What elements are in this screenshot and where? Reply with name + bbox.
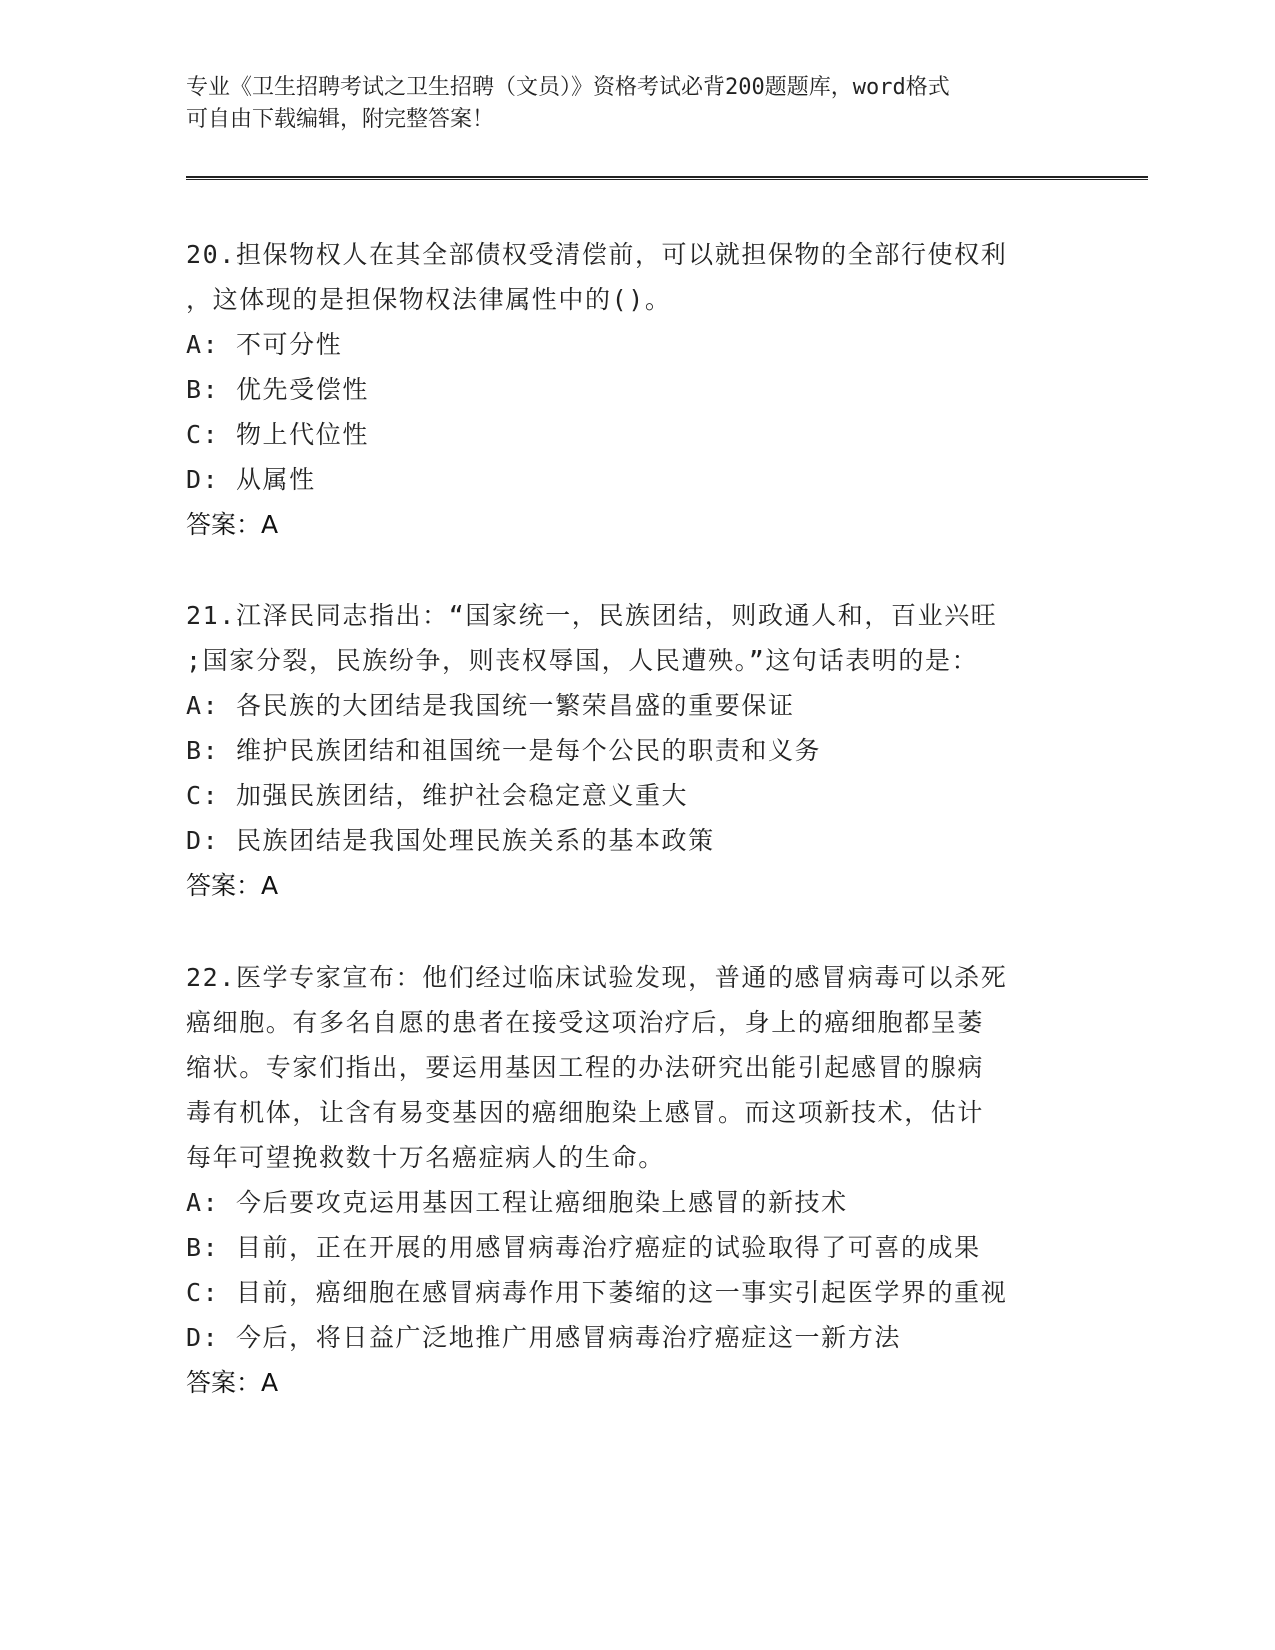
- question-text-line: 20.担保物权人在其全部债权受清偿前，可以就担保物的全部行使权利: [186, 240, 1008, 269]
- question-text-line: ，这体现的是担保物权法律属性中的()。: [186, 285, 672, 314]
- header-divider: [186, 176, 1148, 180]
- option-c: C: 物上代位性: [186, 420, 369, 449]
- question-text-line: ;国家分裂，民族纷争，则丧权辱国，人民遭殃。”这句话表明的是：: [186, 646, 979, 675]
- option-b: B: 目前，正在开展的用感冒病毒治疗癌症的试验取得了可喜的成果: [186, 1233, 981, 1262]
- answer-line: 答案：A: [186, 510, 279, 539]
- document-header: [186, 72, 1066, 136]
- question-20: [186, 232, 1066, 547]
- question-text-line: 癌细胞。有多名自愿的患者在接受这项治疗后，身上的癌细胞都呈萎: [186, 1008, 985, 1037]
- option-a: A: 不可分性: [186, 330, 343, 359]
- option-d: D: 今后，将日益广泛地推广用感冒病毒治疗癌症这一新方法: [186, 1323, 901, 1352]
- option-b: B: 维护民族团结和祖国统一是每个公民的职责和义务: [186, 736, 822, 765]
- question-21: [186, 593, 1066, 908]
- question-text-line: 缩状。专家们指出，要运用基因工程的办法研究出能引起感冒的腺病: [186, 1053, 985, 1082]
- question-22: [186, 955, 1066, 1405]
- option-a: A: 今后要攻克运用基因工程让癌细胞染上感冒的新技术: [186, 1188, 848, 1217]
- question-text-line: 22.医学专家宣布：他们经过临床试验发现，普通的感冒病毒可以杀死: [186, 963, 1008, 992]
- header-line-2: 可自由下载编辑，附完整答案！: [186, 107, 495, 132]
- answer-line: 答案：A: [186, 1368, 279, 1397]
- question-text-line: 每年可望挽救数十万名癌症病人的生命。: [186, 1143, 665, 1172]
- option-c: C: 目前，癌细胞在感冒病毒作用下萎缩的这一事实引起医学界的重视: [186, 1278, 1008, 1307]
- option-c: C: 加强民族团结，维护社会稳定意义重大: [186, 781, 689, 810]
- answer-line: 答案：A: [186, 871, 279, 900]
- option-b: B: 优先受偿性: [186, 375, 369, 404]
- question-text-line: 毒有机体，让含有易变基因的癌细胞染上感冒。而这项新技术，估计: [186, 1098, 985, 1127]
- option-a: A: 各民族的大团结是我国统一繁荣昌盛的重要保证: [186, 691, 795, 720]
- option-d: D: 民族团结是我国处理民族关系的基本政策: [186, 826, 715, 855]
- header-line-1: 专业《卫生招聘考试之卫生招聘（文员）》资格考试必背200题题库，word格式: [186, 75, 950, 100]
- option-d: D: 从属性: [186, 465, 316, 494]
- question-text-line: 21.江泽民同志指出：“国家统一，民族团结，则政通人和，百业兴旺: [186, 601, 998, 630]
